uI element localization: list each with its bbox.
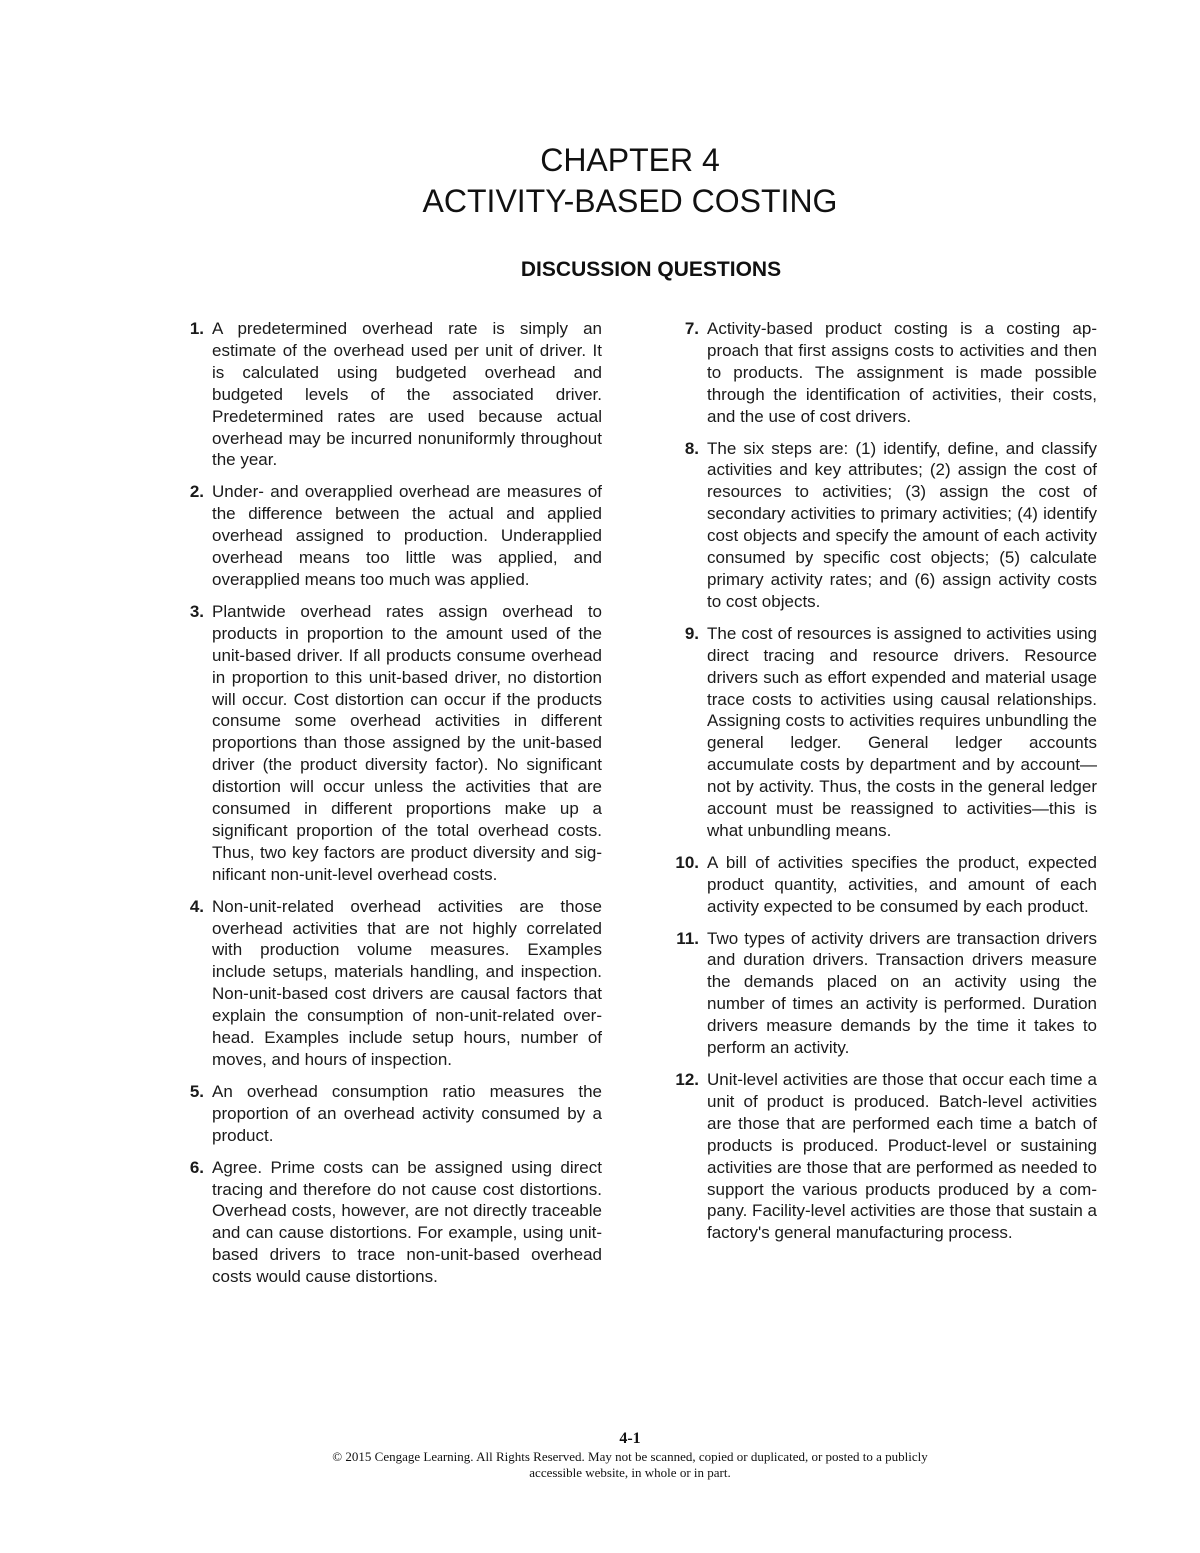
question-answer: Plantwide overhead rates assign overhead to products in proportion to the amount used of the unit-based driver. If all products consume overhead in proportion to this unit-based driver, no distortion will occur. Cost distortion can occur if the products consume some overhead activities in different proportions than those assigned by the unit-based driver (the product diversity factor). No significant distortion will occur unless the activities that are consumed in different proportions make up a significant proportion of the total overhead costs. Thus, two key factors are product diversity and significant non-unit-level overhead costs. xyxy=(212,601,602,884)
question-answer: Two types of activity drivers are transaction drivers and duration drivers. Transaction drivers measure the demands placed on an activity using the number of times an activity is performed. Duration drivers measure demands by the time it takes to perform an activity. xyxy=(707,928,1097,1058)
question-item xyxy=(665,318,1097,428)
question-answer: Agree. Prime costs can be assigned using direct tracing and therefore do not cause cost distortions. Overhead costs, however, are not directly traceable and can cause distortions. For example, using unit-based drivers to trace non-unit-based overhead costs would cause distortions. xyxy=(212,1157,602,1287)
question-number: 7. xyxy=(684,319,699,338)
chapter-title: ACTIVITY-BASED COSTING xyxy=(422,183,838,219)
question-answer: Under- and overapplied overhead are measures of the difference between the actual and applied overhead assigned to production. Underapplied overhead means too little was applied, and overapplied means too much was applied. xyxy=(212,482,602,589)
question-item xyxy=(665,852,1097,918)
left-column xyxy=(170,318,602,1298)
chapter-heading xyxy=(0,140,1200,222)
question-answer: A predetermined overhead rate is simply an estimate of the overhead used per unit of driver. It is calculated using budgeted overhead and budgeted levels of the associated driver. Predetermined rates are used because actual overhead may be incurred nonuniformly throughout the year. xyxy=(212,319,602,470)
question-number: 4. xyxy=(189,896,204,916)
question-answer: The cost of resources is assigned to activities using direct tracing and resource drivers. Resource drivers such as effort expended and material usage trace costs to activities using causal relationships. Assigning costs to activities requires unbundling the general ledger. General ledger accounts accumulate costs by department and by account—not by activity. Thus, the costs in the general ledger account must be reassigned to activities—this is what unbundling means. xyxy=(707,623,1097,840)
question-item xyxy=(170,1157,602,1288)
question-number: 9. xyxy=(684,623,699,643)
question-item xyxy=(170,1081,602,1147)
right-column xyxy=(665,318,1097,1254)
copyright-line: accessible website, in whole or in part. xyxy=(529,1465,731,1480)
question-number: 2. xyxy=(189,482,204,502)
question-answer: A bill of activities specifies the product, expected product quantity, activities, and amount of each activity expected to be consumed by each product. xyxy=(707,852,1097,916)
question-number: 1. xyxy=(189,319,204,338)
question-answer: Unit-level activities are those that occur each time a unit of product is produced. Batch-level activities are those that are performed each time a batch of products is produced. Product-level or sustaining activities are those that are performed as needed to support the various products produced by a company. Facility-level activities are those that sustain a factory's general manufacturing process. xyxy=(707,1070,1097,1243)
question-number: 6. xyxy=(189,1157,204,1177)
question-number: 12. xyxy=(675,1070,699,1089)
question-answer: An overhead consumption ratio measures the proportion of an overhead activity consumed by a product. xyxy=(212,1081,602,1145)
question-item xyxy=(170,318,602,471)
question-item xyxy=(665,928,1097,1059)
question-item xyxy=(170,481,602,591)
chapter-number: CHAPTER 4 xyxy=(540,142,720,178)
question-number: 11. xyxy=(676,928,699,948)
copyright-notice xyxy=(0,1449,1200,1481)
question-answer: Non-unit-related overhead activities are those overhead activities that are not highly correlated with production volume measures. Examples include setups, materials handling, and inspection. Non-unit-based cost drivers are causal factors that explain the consumption of non-unit-related overhead. Examples include setup hours, number of moves, and hours of inspection. xyxy=(212,896,602,1069)
question-answer: Activity-based product costing is a costing approach that first assigns costs to activities and then to products. The assignment is made possible through the identification of activities, their costs, and the use of cost drivers. xyxy=(707,319,1097,426)
question-item xyxy=(665,623,1097,842)
question-item xyxy=(170,601,602,886)
section-heading: DISCUSSION QUESTIONS xyxy=(520,258,782,281)
question-number: 3. xyxy=(189,601,204,621)
copyright-line: © 2015 Cengage Learning. All Rights Reserved. May not be scanned, copied or duplicated, or posted to a publicly xyxy=(332,1449,928,1464)
question-number: 10. xyxy=(675,852,699,872)
question-item xyxy=(665,1069,1097,1244)
question-number: 8. xyxy=(684,438,699,458)
question-item xyxy=(665,438,1097,613)
page-number: 4-1 xyxy=(619,1430,641,1447)
question-answer: The six steps are: (1) identify, define, and classify activities and key attributes; (2) assign the cost of resources to activities; (3) assign the cost of secondary activities to primary activities; (4) identify cost objects and specify the amount of each activity consumed by specific cost objects; (5) calculate primary activity rates; and (6) assign activity costs to cost objects. xyxy=(707,438,1097,611)
question-number: 5. xyxy=(189,1081,204,1101)
question-item xyxy=(170,896,602,1071)
